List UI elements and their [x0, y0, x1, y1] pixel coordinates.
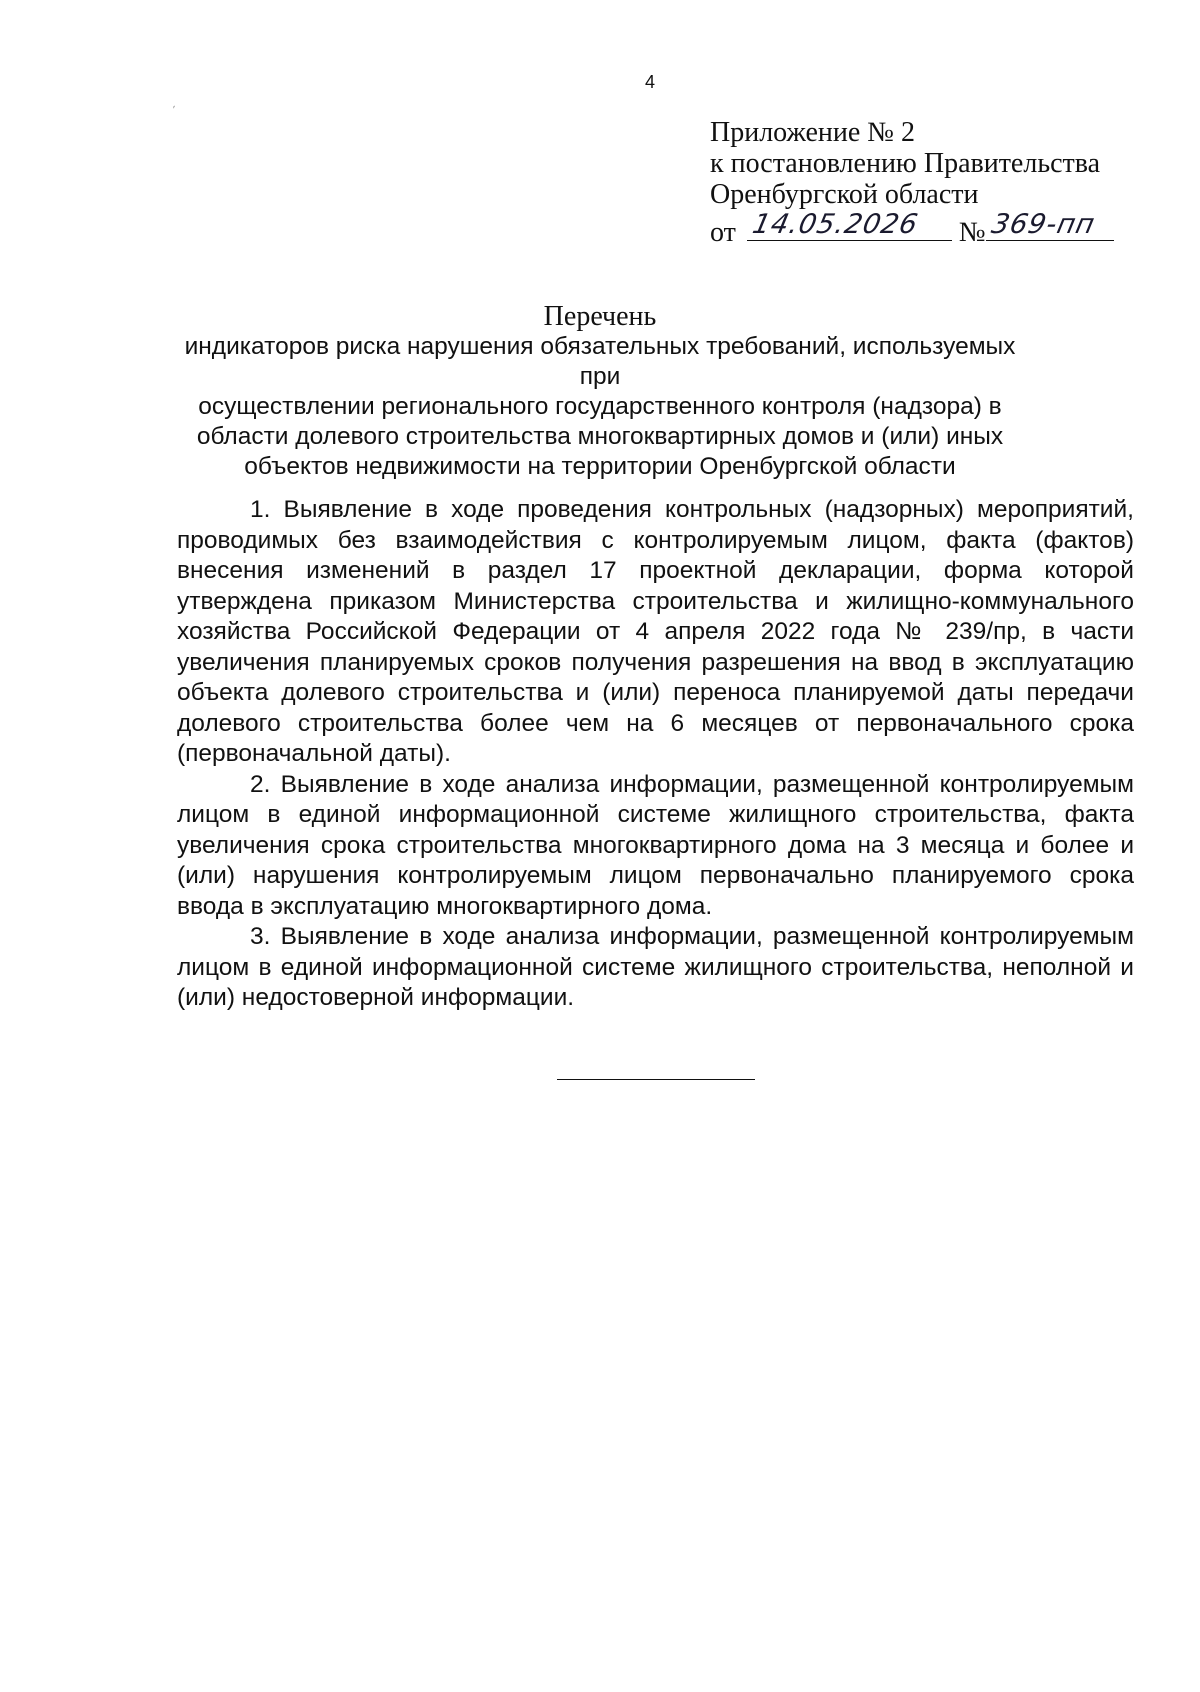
number-field: [986, 210, 1114, 241]
subtitle-line: осуществлении регионального государственного контроля (надзора) в: [198, 393, 1002, 420]
appendix-line-3: Оренбургской области: [710, 179, 979, 210]
appendix-date-line: [710, 210, 1150, 248]
handwritten-date: 14.05.2026: [749, 209, 921, 240]
document-title: [180, 302, 1020, 482]
paragraph-3: 3. Выявление в ходе анализа информации, размещенной контролируемым лицом в единой информационной системе жилищного строительства, неполной и (или) недостоверной информации.: [177, 923, 1134, 1011]
number-prefix: №: [958, 217, 986, 248]
appendix-line-2: к постановлению Правительства: [710, 148, 1101, 179]
end-divider: [557, 1079, 755, 1080]
appendix-header: [710, 117, 1150, 248]
title-subtitle: [180, 332, 1020, 482]
paragraph-2: 2. Выявление в ходе анализа информации, размещенной контролируемым лицом в единой информационной системе жилищного строительства, факта увеличения срока строительства многоквартирного дома на 3 месяца и более и (или) нарушения контролируемым лицом первоначально планируемого срока ввода в эксплуатацию многоквартирного дома.: [177, 770, 1134, 920]
handwritten-number: 369-пп: [988, 209, 1098, 240]
page-number: 4: [644, 72, 655, 92]
subtitle-line: области долевого строительства многоквартирных домов и (или) иных: [196, 423, 1004, 450]
date-field: [747, 210, 952, 241]
title-heading: Перечень: [543, 301, 657, 332]
paragraph-1: 1. Выявление в ходе проведения контрольных (надзорных) мероприятий, проводимых без взаимодействия с контролируемым лицом, факта (фактов) внесения изменений в раздел 17 проектной декларации, форма которой утверждена приказом Министерства строительства и жилищно-коммунального хозяйства Российской Федерации от 4 апреля 2022 года № 239/пр, в части увеличения планируемых сроков получения разрешения на ввод в эксплуатацию объекта долевого строительства и (или) переноса планируемой даты передачи долевого строительства более чем на 6 месяцев от первоначального срока (первоначальной даты).: [177, 496, 1134, 767]
subtitle-line: объектов недвижимости на территории Оренбургской области: [244, 453, 956, 480]
date-prefix: от: [710, 217, 736, 248]
document-body: [177, 495, 1134, 1014]
subtitle-line: индикаторов риска нарушения обязательных требований, используемых при: [184, 333, 1016, 390]
appendix-line-1: Приложение № 2: [710, 117, 915, 148]
scan-speck: ´: [170, 103, 181, 118]
